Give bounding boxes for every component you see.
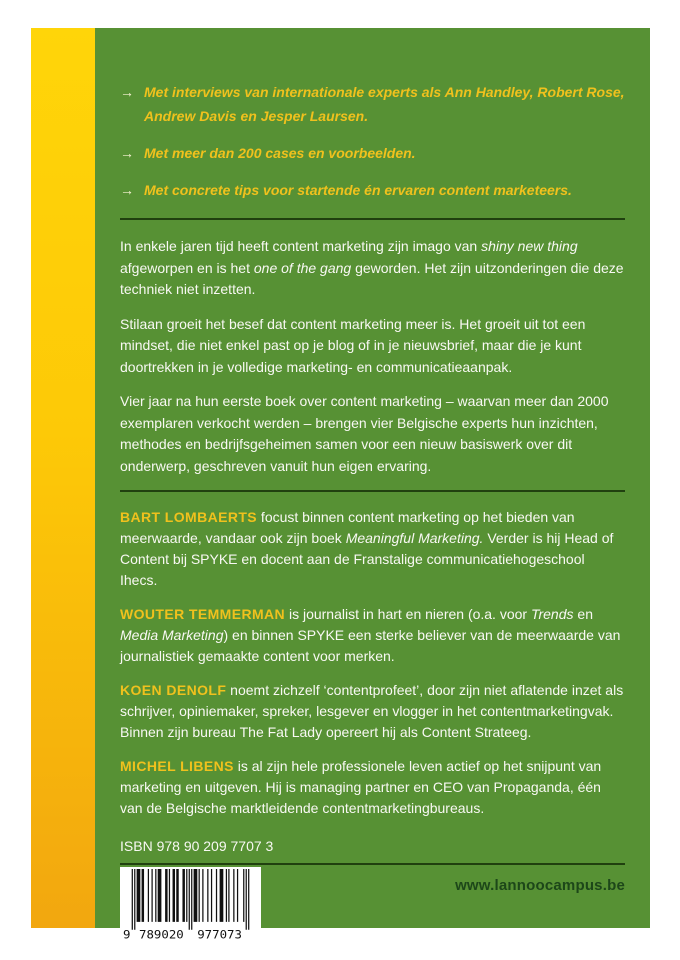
barcode-digit-group: 977073	[197, 928, 242, 941]
publisher-website: www.lannoocampus.be	[455, 877, 625, 894]
arrow-icon: →	[120, 145, 134, 161]
author-bio	[120, 507, 625, 591]
author-bio	[120, 604, 625, 667]
arrow-icon: →	[120, 182, 134, 198]
bullet-text: Met meer dan 200 cases en voorbeelden.	[144, 145, 416, 161]
intro-paragraph: Vier jaar na hun eerste boek over content marketing – waarvan meer dan 2000 exemplaren verkocht werden – brengen vier Belgische experts hun inzichten, methodes en bedrijfsgeheimen samen voor een nieuw basiswerk over dit onderwerp, geschreven vanuit hun eigen ervaring.	[120, 393, 609, 474]
bullet-item	[120, 178, 625, 202]
barcode-svg	[123, 869, 258, 941]
bullet-item	[120, 141, 625, 165]
barcode-row	[120, 867, 625, 943]
book-back-cover	[31, 28, 650, 941]
barcode-box	[120, 867, 261, 943]
divider-line	[120, 490, 625, 492]
divider-line	[120, 218, 625, 220]
author-bio	[120, 680, 625, 743]
author-bio-text: focust binnen content marketing op het bieden van meerwaarde, vandaar ook zijn boek Meaningful Marketing. Verder is hij Head of Content bij SPYKE en docent aan de Franstalige communicatiehogeschool Ihecs.	[120, 509, 614, 588]
bullet-text: Met concrete tips voor startende én ervaren content marketeers.	[144, 182, 572, 198]
author-name: KOEN DENOLF	[120, 682, 227, 698]
bullet-text: Met interviews van internationale experts als Ann Handley, Robert Rose, Andrew Davis en Jesper Laursen.	[144, 84, 625, 124]
author-bio-text: is al zijn hele professionele leven actief op het snijpunt van marketing en uitgeven. Hij is managing partner en CEO van Propaganda, één van de Belgische marktleidende contentmarketingbureaus.	[120, 758, 602, 816]
author-name: MICHEL LIBENS	[120, 758, 234, 774]
intro-paragraph: In enkele jaren tijd heeft content marketing zijn imago van shiny new thing afgeworpen en is het one of the gang geworden. Het zijn uitzonderingen die deze techniek niet inzetten.	[120, 238, 624, 297]
cover-content	[95, 28, 650, 941]
author-name: BART LOMBAERTS	[120, 509, 258, 525]
arrow-icon: →	[120, 84, 134, 100]
intro-paragraph: Stilaan groeit het besef dat content marketing meer is. Het groeit uit tot een mindset, die niet enkel past op je blog of in je nieuwsbrief, maar die je kunt doortrekken in je volledige marketing- en communicatieaanpak.	[120, 315, 586, 375]
bullet-item	[120, 80, 625, 128]
isbn-label: ISBN 978 90 209 7707 3	[120, 838, 274, 854]
author-bio	[120, 756, 625, 819]
divider-line	[120, 863, 625, 865]
author-name: WOUTER TEMMERMAN	[120, 606, 286, 622]
author-bio-text: noemt zichzelf ‘contentprofeet’, door zijn niet aflatende inzet als schrijver, opiniemaker, spreker, lesgever en vlogger in het contentmarketingvak. Binnen zijn bureau The Fat Lady opereert hij als Content Strateeg.	[120, 682, 624, 740]
author-bio-text: is journalist in hart en nieren (o.a. voor Trends en Media Marketing) en binnen SPYKE een sterke believer van de meerwaarde van journalistiek gemaakte content voor merken.	[120, 606, 621, 664]
barcode-digit-group: 789020	[139, 928, 184, 941]
book-spine	[31, 28, 95, 928]
barcode-digit-group: 9	[123, 928, 131, 941]
